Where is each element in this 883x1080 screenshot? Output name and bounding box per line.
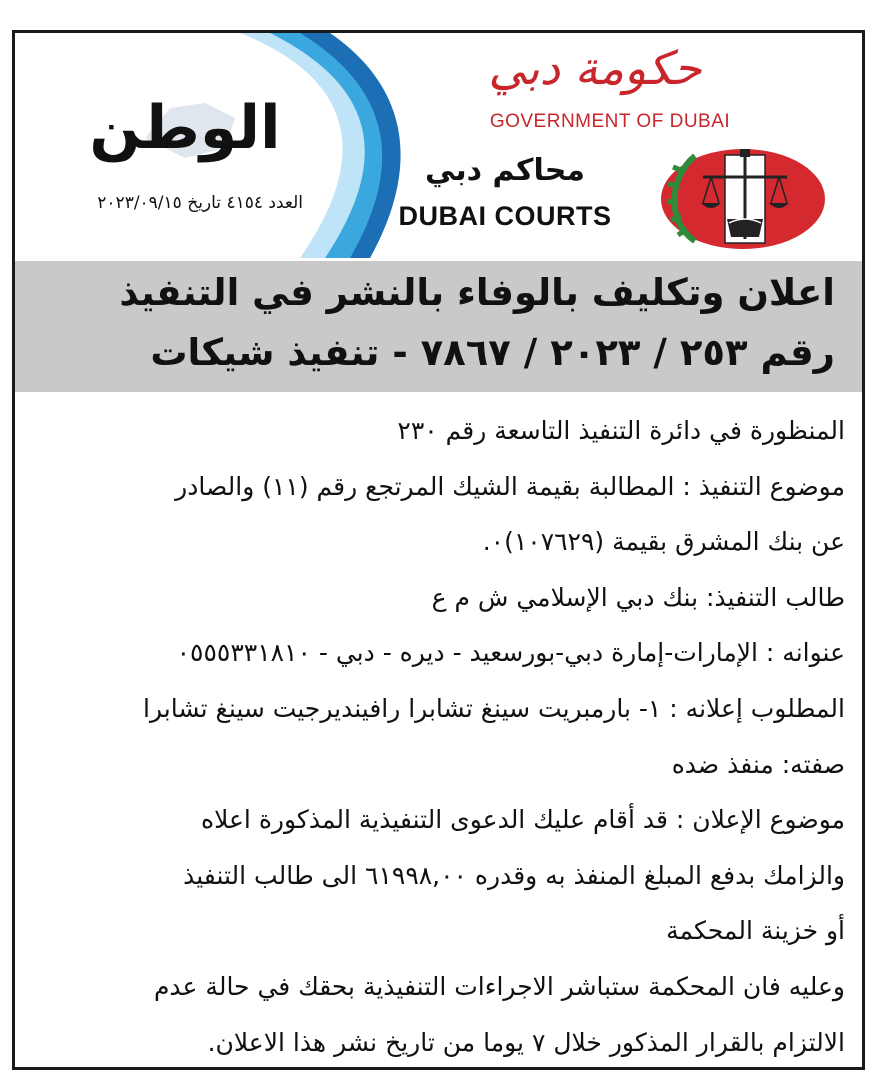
notice-body (37, 403, 845, 1070)
header (15, 33, 862, 258)
government-logo (470, 41, 750, 141)
title-band (15, 261, 862, 392)
body-line: صفته: منفذ ضده (671, 749, 845, 779)
government-name-arabic: حكومة دبي (488, 41, 702, 95)
newspaper-masthead (15, 33, 315, 258)
announcement-frame (12, 30, 865, 1070)
body-line: والزامك بدفع المبلغ المنفذ به وقدره ٦١٩٩٨,٠٠ الى طالب التنفيذ (183, 860, 845, 890)
newspaper-logo: الوطن (89, 93, 281, 163)
body-line: عن بنك المشرق بقيمة (١٠٧٦٢٩)٠. (482, 527, 845, 557)
body-line: أو خزينة المحكمة (666, 916, 845, 946)
body-line: الالتزام بالقرار المذكور خلال ٧ يوما من تاريخ نشر هذا الاعلان. (207, 1027, 845, 1057)
scales-of-justice-icon (625, 141, 825, 253)
courts-logo (395, 153, 615, 243)
body-line: وعليه فان المحكمة ستباشر الاجراءات التنفيذية بحقك في حالة عدم (153, 971, 845, 1001)
body-line: موضوع الإعلان : قد أقام عليك الدعوى التنفيذية المذكورة اعلاه (201, 805, 845, 835)
notice-case-number: رقم ٢٥٣ / ٢٠٢٣ / ٧٨٦٧ - تنفيذ شيكات (150, 331, 835, 374)
body-line: المنظورة في دائرة التنفيذ التاسعة رقم ٢٣٠ (397, 416, 845, 445)
body-line: المطلوب إعلانه : ١- بارمبريت سينغ تشابرا رافينديرجيت سينغ تشابرا (143, 693, 845, 723)
body-line: طالب التنفيذ: بنك دبي الإسلامي ش م ع (431, 582, 845, 612)
body-line: عنوانه : الإمارات-إمارة دبي-بورسعيد - ديره - دبي - ٠٥٥٥٣٣١٨١٠ (176, 638, 845, 668)
government-name-english: GOVERNMENT OF DUBAI (489, 111, 731, 132)
courts-name-arabic: محاكم دبي (425, 153, 585, 188)
issue-date: العدد ٤١٥٤ تاريخ ٢٠٢٣/٠٩/١٥ (97, 193, 303, 213)
courts-name-english: DUBAI COURTS (398, 201, 612, 231)
notice-title: اعلان وتكليف بالوفاء بالنشر في التنفيذ (119, 271, 835, 314)
body-line: موضوع التنفيذ : المطالبة بقيمة الشيك المرتجع رقم (١١) والصادر (175, 471, 845, 501)
